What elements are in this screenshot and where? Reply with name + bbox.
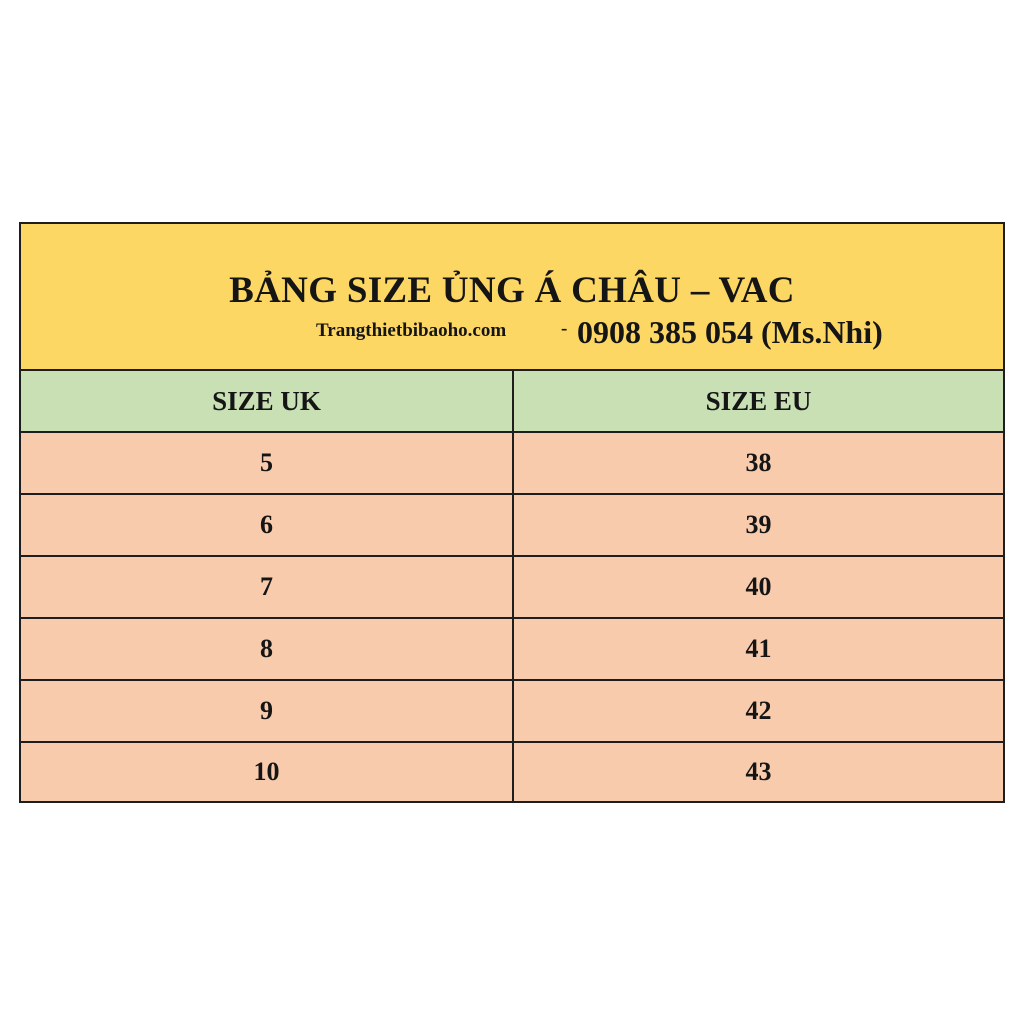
table-row	[21, 619, 1003, 681]
column-header-row	[21, 371, 1003, 433]
table-row	[21, 495, 1003, 557]
size-eu-cell: 39	[745, 510, 772, 539]
phone-contact: 0908 385 054 (Ms.Nhi)	[577, 314, 883, 350]
column-header-uk: SIZE UK	[21, 371, 514, 431]
size-uk-cell: 10	[21, 743, 514, 801]
size-uk-cell: 8	[21, 619, 514, 679]
size-eu-cell: 43	[745, 757, 772, 786]
size-uk-cell: 6	[21, 495, 514, 555]
size-uk-cell: 5	[21, 433, 514, 493]
size-eu-cell: 42	[745, 696, 772, 725]
table-row	[21, 743, 1003, 801]
chart-title: BẢNG SIZE ỦNG Á CHÂU – VAC	[229, 270, 795, 311]
size-eu-cell: 41	[745, 634, 772, 663]
table-row	[21, 557, 1003, 619]
table-row	[21, 433, 1003, 495]
size-uk-cell: 7	[21, 557, 514, 617]
column-header-eu: SIZE EU	[705, 385, 812, 416]
size-chart-table	[19, 222, 1005, 803]
size-uk-cell: 9	[21, 681, 514, 741]
table-row	[21, 681, 1003, 743]
size-eu-cell: 40	[745, 572, 772, 601]
contact-separator: -	[561, 318, 568, 339]
chart-header	[21, 224, 1003, 371]
size-eu-cell: 38	[745, 448, 772, 477]
website-text: Trangthietbibaoho.com	[316, 320, 507, 341]
